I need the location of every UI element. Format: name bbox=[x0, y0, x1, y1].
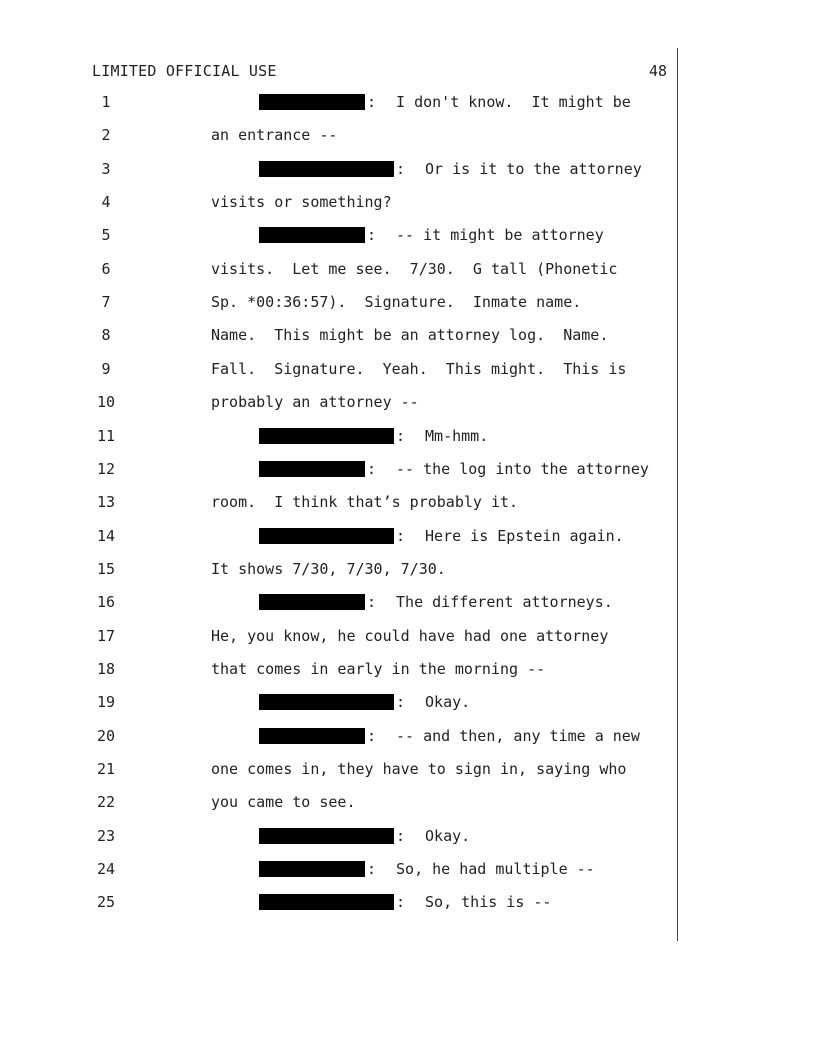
speaker-colon: : bbox=[367, 93, 377, 111]
transcript-line bbox=[0, 393, 816, 413]
spoken-text: Here is Epstein again. bbox=[425, 526, 624, 545]
speaker-colon: : bbox=[367, 459, 377, 478]
line-number: 9 bbox=[101, 359, 111, 378]
line-number: 15 bbox=[96, 559, 116, 578]
line-number: 12 bbox=[96, 459, 116, 478]
line-number: 11 bbox=[96, 426, 116, 445]
line-number: 3 bbox=[101, 159, 111, 178]
spoken-text: Okay. bbox=[425, 826, 471, 845]
speaker-turn bbox=[259, 893, 551, 911]
spoken-text: I don't know. It might be bbox=[396, 93, 631, 111]
continuation-text: visits or something? bbox=[211, 193, 392, 212]
speaker-colon: : bbox=[396, 693, 406, 712]
speaker-turn bbox=[259, 693, 470, 711]
redacted-speaker-name bbox=[259, 161, 394, 177]
transcript-line bbox=[0, 93, 816, 113]
line-number: 23 bbox=[96, 826, 116, 845]
speaker-turn bbox=[259, 93, 631, 111]
transcript-line bbox=[0, 760, 816, 780]
continuation-text: probably an attorney -- bbox=[211, 393, 419, 412]
transcript-line bbox=[0, 527, 816, 547]
transcript-line bbox=[0, 260, 816, 280]
transcript-line bbox=[0, 593, 816, 613]
transcript-line bbox=[0, 193, 816, 213]
continuation-text: that comes in early in the morning -- bbox=[211, 659, 546, 678]
redacted-speaker-name bbox=[259, 728, 365, 744]
page-number: 48 bbox=[648, 62, 667, 80]
transcript-line bbox=[0, 827, 816, 847]
spoken-text: Mm-hmm. bbox=[425, 426, 489, 445]
speaker-turn bbox=[259, 460, 649, 478]
transcript-line bbox=[0, 326, 816, 346]
line-number: 5 bbox=[101, 226, 111, 245]
transcript-line bbox=[0, 160, 816, 180]
spoken-text: -- it might be attorney bbox=[396, 226, 604, 245]
speaker-colon: : bbox=[367, 593, 377, 612]
line-number: 14 bbox=[96, 526, 116, 545]
redacted-speaker-name bbox=[259, 894, 394, 910]
redacted-speaker-name bbox=[259, 861, 365, 877]
redacted-speaker-name bbox=[259, 528, 394, 544]
speaker-turn bbox=[259, 727, 640, 745]
transcript-line bbox=[0, 793, 816, 813]
line-number: 16 bbox=[96, 593, 116, 612]
redacted-speaker-name bbox=[259, 428, 394, 444]
line-number: 6 bbox=[101, 259, 111, 278]
spoken-text: So, he had multiple -- bbox=[396, 860, 595, 879]
line-number: 13 bbox=[96, 493, 116, 512]
spoken-text: Or is it to the attorney bbox=[425, 159, 642, 178]
line-number: 18 bbox=[96, 659, 116, 678]
transcript-line bbox=[0, 627, 816, 647]
spoken-text: The different attorneys. bbox=[396, 593, 613, 612]
speaker-turn bbox=[259, 827, 470, 845]
speaker-turn bbox=[259, 226, 604, 244]
speaker-colon: : bbox=[396, 159, 406, 178]
spoken-text: -- and then, any time a new bbox=[396, 726, 640, 745]
line-number: 2 bbox=[101, 126, 111, 145]
redacted-speaker-name bbox=[259, 94, 365, 110]
continuation-text: you came to see. bbox=[211, 793, 356, 812]
line-number: 1 bbox=[101, 93, 111, 111]
spoken-text: -- the log into the attorney bbox=[396, 459, 649, 478]
speaker-turn bbox=[259, 860, 595, 878]
speaker-colon: : bbox=[396, 826, 406, 845]
continuation-text: Sp. *00:36:57). Signature. Inmate name. bbox=[211, 293, 582, 312]
transcript-line bbox=[0, 427, 816, 447]
speaker-colon: : bbox=[367, 860, 377, 879]
transcript-line bbox=[0, 293, 816, 313]
continuation-text: an entrance -- bbox=[211, 126, 338, 145]
speaker-turn bbox=[259, 527, 624, 545]
continuation-text: one comes in, they have to sign in, saying who bbox=[211, 760, 627, 778]
transcript-line bbox=[0, 126, 816, 146]
continuation-text: Fall. Signature. Yeah. This might. This is bbox=[211, 359, 627, 378]
transcript-line bbox=[0, 860, 816, 880]
spoken-text: Okay. bbox=[425, 693, 471, 712]
line-number: 7 bbox=[101, 293, 111, 312]
continuation-text: Name. This might be an attorney log. Name. bbox=[211, 326, 609, 345]
speaker-colon: : bbox=[367, 226, 377, 245]
transcript-line bbox=[0, 893, 816, 913]
redacted-speaker-name bbox=[259, 227, 365, 243]
speaker-colon: : bbox=[396, 526, 406, 545]
speaker-colon: : bbox=[396, 893, 406, 912]
transcript-line bbox=[0, 727, 816, 747]
transcript-line bbox=[0, 660, 816, 680]
line-number: 21 bbox=[96, 760, 116, 778]
speaker-colon: : bbox=[396, 426, 406, 445]
line-number: 20 bbox=[96, 726, 116, 745]
spoken-text: So, this is -- bbox=[425, 893, 552, 912]
transcript-line bbox=[0, 693, 816, 713]
transcript-line bbox=[0, 360, 816, 380]
line-number: 24 bbox=[96, 860, 116, 879]
continuation-text: room. I think that’s probably it. bbox=[211, 493, 519, 512]
redacted-speaker-name bbox=[259, 594, 365, 610]
transcript-line bbox=[0, 493, 816, 513]
line-number: 25 bbox=[96, 893, 116, 912]
speaker-turn bbox=[259, 593, 613, 611]
speaker-colon: : bbox=[367, 726, 377, 745]
transcript-line bbox=[0, 226, 816, 246]
line-number: 4 bbox=[101, 193, 111, 212]
redacted-speaker-name bbox=[259, 828, 394, 844]
redacted-speaker-name bbox=[259, 461, 365, 477]
line-number: 22 bbox=[96, 793, 116, 812]
continuation-text: visits. Let me see. 7/30. G tall (Phonetic bbox=[211, 259, 618, 278]
speaker-turn bbox=[259, 160, 642, 178]
transcript-line bbox=[0, 460, 816, 480]
transcript-line bbox=[0, 560, 816, 580]
continuation-text: He, you know, he could have had one attorney bbox=[211, 626, 609, 645]
line-number: 8 bbox=[101, 326, 111, 345]
redacted-speaker-name bbox=[259, 694, 394, 710]
line-number: 10 bbox=[96, 393, 116, 412]
speaker-turn bbox=[259, 427, 488, 445]
line-number: 17 bbox=[96, 626, 116, 645]
continuation-text: It shows 7/30, 7/30, 7/30. bbox=[211, 559, 446, 578]
classification-header: LIMITED OFFICIAL USE bbox=[92, 62, 277, 80]
line-number: 19 bbox=[96, 693, 116, 712]
